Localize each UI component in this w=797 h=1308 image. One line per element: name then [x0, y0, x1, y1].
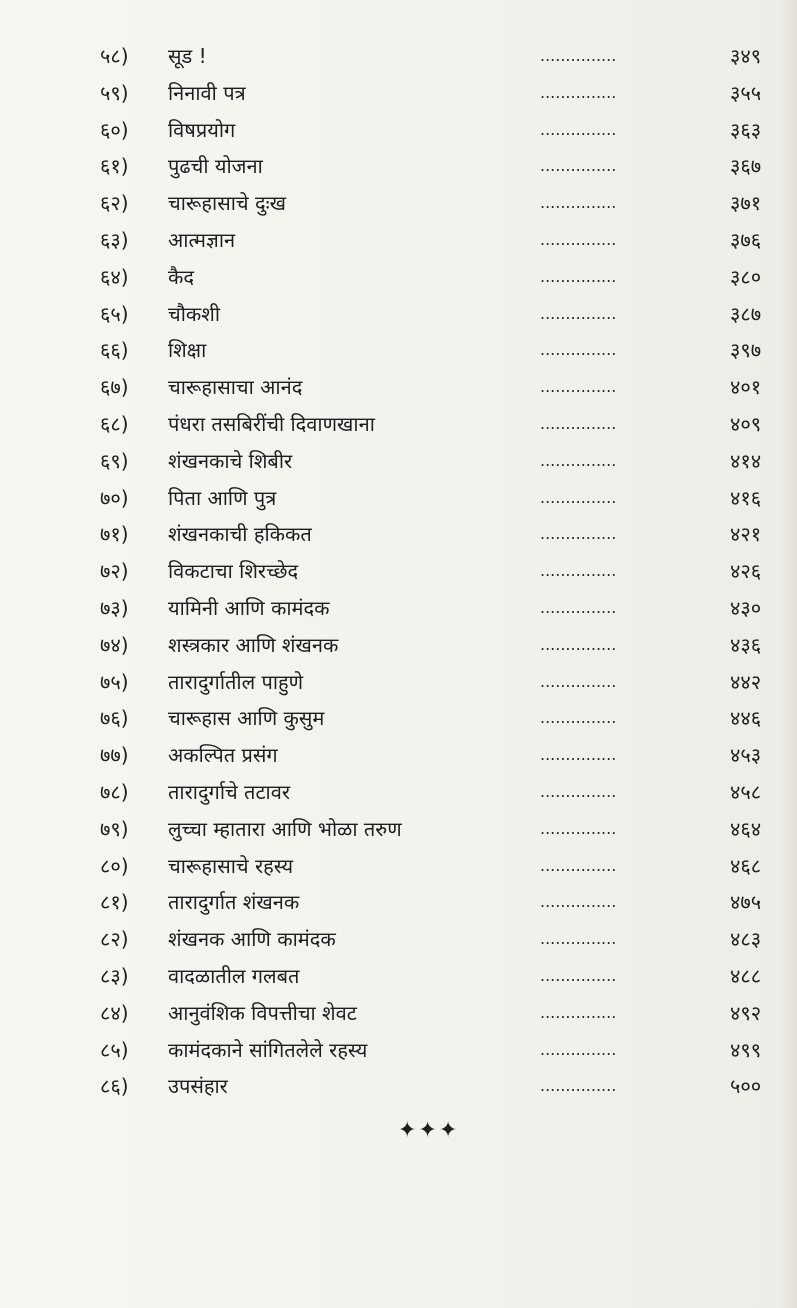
chapter-title: चारूहासाचे दुःख: [168, 191, 286, 216]
chapter-title: अकल्पित प्रसंग: [168, 743, 278, 768]
dot-leader: ...............: [540, 487, 617, 507]
toc-entry: [100, 737, 790, 774]
dot-leader: ...............: [540, 524, 617, 544]
toc-entry: [100, 112, 790, 149]
dot-leader: ...............: [540, 450, 617, 470]
chapter-title: चारूहासाचे रहस्य: [168, 853, 294, 878]
page-number: ४१४: [730, 448, 762, 473]
dot-leader: ...............: [540, 229, 617, 249]
toc-entry: [100, 811, 790, 848]
chapter-title: निनावी पत्र: [168, 80, 246, 105]
chapter-number: ७३): [100, 595, 129, 620]
toc-entry: [100, 480, 790, 517]
page-number: ४५८: [730, 779, 762, 804]
chapter-number: ७९): [100, 816, 129, 841]
chapter-title: आत्मज्ञान: [168, 227, 236, 252]
chapter-number: ६२): [100, 191, 129, 216]
toc-entry: [100, 148, 790, 185]
chapter-title: कैद: [168, 264, 194, 289]
chapter-number: ७५): [100, 669, 129, 694]
chapter-title: चारूहासाचा आनंद: [168, 375, 303, 400]
page-number: ३८७: [730, 301, 762, 326]
chapter-title: यामिनी आणि कामंदक: [168, 595, 330, 620]
chapter-title: शंखनकाचे शिबीर: [168, 448, 293, 473]
chapter-title: तारादुर्गातील पाहुणे: [168, 669, 304, 694]
dot-leader: ...............: [540, 377, 617, 397]
chapter-title: शंखनक आणि कामंदक: [168, 927, 336, 952]
dot-leader: ...............: [540, 745, 617, 765]
toc-entry: [100, 443, 790, 480]
chapter-title: पुढची योजना: [168, 154, 263, 179]
end-ornament: ✦✦✦: [398, 1118, 460, 1143]
dot-leader: ...............: [540, 156, 617, 176]
dot-leader: ...............: [540, 1039, 617, 1059]
dot-leader: ...............: [540, 965, 617, 985]
chapter-number: ७६): [100, 706, 129, 731]
chapter-title: चारूहास आणि कुसुम: [168, 706, 325, 731]
chapter-number: ६७): [100, 375, 129, 400]
chapter-number: ८६): [100, 1074, 129, 1099]
toc-entry: [100, 1032, 790, 1069]
chapter-number: ६९): [100, 448, 129, 473]
page-number: ५००: [730, 1074, 762, 1099]
toc-entry: [100, 664, 790, 701]
chapter-number: ६४): [100, 264, 129, 289]
page-number: ४८३: [730, 927, 762, 952]
dot-leader: ...............: [540, 929, 617, 949]
chapter-number: ६६): [100, 338, 129, 363]
toc-entry: [100, 369, 790, 406]
dot-leader: ...............: [540, 82, 617, 102]
page-number: ३५५: [730, 80, 762, 105]
page-number: ४३६: [730, 632, 762, 657]
dot-leader: ...............: [540, 266, 617, 286]
page-number: ४१६: [730, 485, 762, 510]
dot-leader: ...............: [540, 193, 617, 213]
chapter-number: ८१): [100, 890, 129, 915]
chapter-number: ६५): [100, 301, 129, 326]
page-number: ३४९: [730, 44, 762, 68]
page-number: ४३०: [730, 595, 762, 620]
page-number: ४५३: [730, 743, 762, 768]
dot-leader: ...............: [540, 892, 617, 912]
page-number: ४६८: [730, 853, 762, 878]
toc-entry: [100, 848, 790, 885]
dot-leader: ...............: [540, 708, 617, 728]
chapter-title: लुच्चा म्हातारा आणि भोळा तरुण: [168, 816, 402, 841]
chapter-number: ६८): [100, 411, 129, 436]
toc-entry: [100, 222, 790, 259]
toc-entry: [100, 553, 790, 590]
dot-leader: ...............: [540, 303, 617, 323]
dot-leader: ...............: [540, 119, 617, 139]
dot-leader: ...............: [540, 561, 617, 581]
toc-entry: [100, 590, 790, 627]
chapter-number: ५८): [100, 44, 129, 68]
chapter-number: ७४): [100, 632, 129, 657]
page-number: ४७५: [730, 890, 762, 915]
chapter-title: उपसंहार: [168, 1074, 228, 1099]
chapter-number: ६१): [100, 154, 129, 179]
toc-entry: [100, 774, 790, 811]
page-number: ३७१: [730, 191, 762, 216]
toc-entry: [100, 995, 790, 1032]
table-of-contents: [100, 38, 790, 1105]
chapter-number: ८५): [100, 1037, 129, 1062]
dot-leader: ...............: [540, 818, 617, 838]
chapter-title: चौकशी: [168, 301, 221, 326]
dot-leader: ...............: [540, 413, 617, 433]
dot-leader: ...............: [540, 597, 617, 617]
toc-entry: [100, 516, 790, 553]
toc-entry: [100, 406, 790, 443]
dot-leader: ...............: [540, 46, 617, 65]
chapter-title: शस्त्रकार आणि शंखनक: [168, 632, 339, 657]
chapter-title: पंधरा तसबिरींची दिवाणखाना: [168, 411, 375, 436]
chapter-number: ८२): [100, 927, 129, 952]
chapter-number: ६३): [100, 227, 129, 252]
toc-entry: [100, 1068, 790, 1105]
chapter-number: ८०): [100, 853, 129, 878]
chapter-title: कामंदकाने सांगितलेले रहस्य: [168, 1037, 368, 1062]
page-number: ४८८: [730, 963, 762, 988]
dot-leader: ...............: [540, 1002, 617, 1022]
chapter-title: शंखनकाची हकिकत: [168, 522, 312, 547]
toc-entry: [100, 884, 790, 921]
page-number: ३७६: [730, 227, 762, 252]
page-number: ४२१: [730, 522, 762, 547]
page-number: ४२६: [730, 559, 762, 584]
chapter-title: विषप्रयोग: [168, 117, 236, 142]
page-number: ४४२: [730, 669, 762, 694]
toc-entry: [100, 38, 790, 75]
dot-leader: ...............: [540, 1076, 617, 1096]
chapter-title: आनुवंशिक विपत्तीचा शेवट: [168, 1000, 357, 1025]
page-number: ४९९: [730, 1037, 762, 1062]
toc-entry: [100, 332, 790, 369]
toc-entry: [100, 75, 790, 112]
dot-leader: ...............: [540, 855, 617, 875]
dot-leader: ...............: [540, 671, 617, 691]
chapter-number: ७७): [100, 743, 129, 768]
dot-leader: ...............: [540, 340, 617, 360]
dot-leader: ...............: [540, 781, 617, 801]
chapter-number: ७०): [100, 485, 129, 510]
chapter-number: ७२): [100, 559, 129, 584]
toc-entry: [100, 921, 790, 958]
page-number: ४०१: [730, 375, 762, 400]
chapter-title: विकटाचा शिरच्छेद: [168, 559, 299, 584]
page-number: ३९७: [730, 338, 762, 363]
chapter-title: वादळातील गलबत: [168, 963, 300, 988]
toc-entry: [100, 185, 790, 222]
page-number: ४६४: [730, 816, 762, 841]
toc-entry: [100, 296, 790, 333]
toc-entry: [100, 259, 790, 296]
chapter-number: ५९): [100, 80, 129, 105]
chapter-title: शिक्षा: [168, 338, 207, 363]
page-number: ३६७: [730, 154, 762, 179]
chapter-title: पिता आणि पुत्र: [168, 485, 277, 510]
chapter-number: ८४): [100, 1000, 129, 1025]
page-number: ४०९: [730, 411, 762, 436]
chapter-title: तारादुर्गाचे तटावर: [168, 779, 291, 804]
chapter-number: ७१): [100, 522, 129, 547]
chapter-number: ८३): [100, 963, 129, 988]
page-number: ३८०: [730, 264, 762, 289]
dot-leader: ...............: [540, 634, 617, 654]
chapter-title: तारादुर्गात शंखनक: [168, 890, 300, 915]
chapter-title: सूड !: [168, 44, 207, 68]
page-number: ४९२: [730, 1000, 762, 1025]
toc-entry: [100, 958, 790, 995]
page-number: ३६३: [730, 117, 762, 142]
page-number: ४४६: [730, 706, 762, 731]
chapter-number: ७८): [100, 779, 129, 804]
toc-entry: [100, 627, 790, 664]
chapter-number: ६०): [100, 117, 129, 142]
toc-entry: [100, 700, 790, 737]
